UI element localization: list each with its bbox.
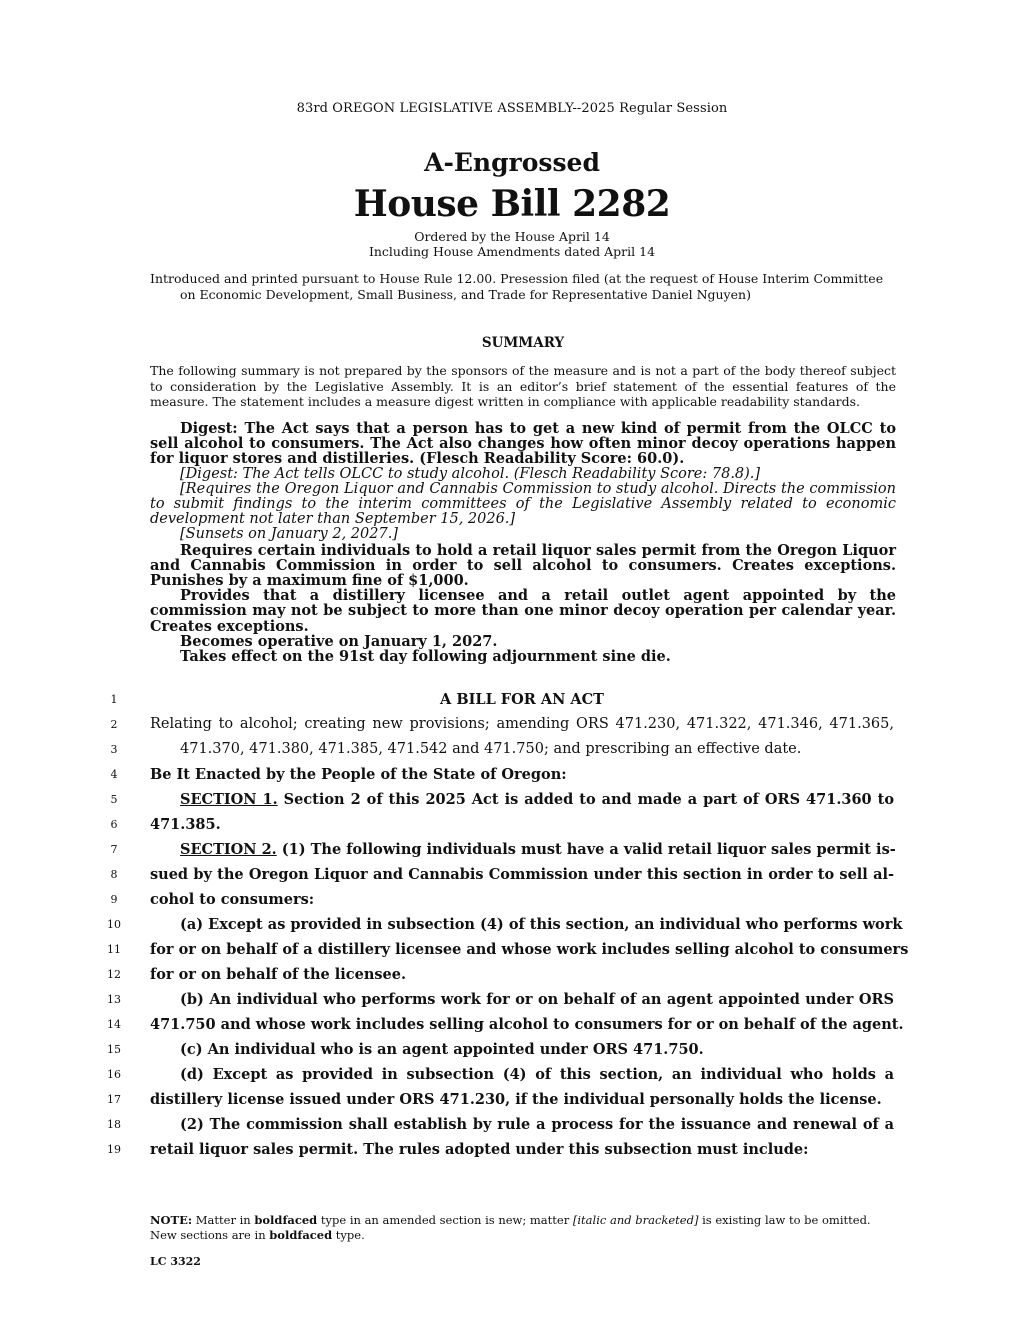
line-number: 5	[110, 793, 118, 806]
line-text: (c) An individual who is an agent appointed under ORS 471.750.	[180, 1041, 704, 1058]
note-bold: boldfaced	[269, 1228, 333, 1242]
line-text: sued by the Oregon Liquor and Cannabis Commission under this section in order to sell al-	[150, 866, 894, 883]
intro-block	[150, 271, 896, 302]
bill-line	[0, 737, 1024, 762]
bill-line	[0, 1037, 1024, 1062]
line-number: 12	[107, 968, 121, 981]
ordered-line: Ordered by the House April 14	[414, 229, 610, 244]
line-number: 11	[107, 943, 121, 956]
section-2-label: SECTION 2.	[180, 841, 277, 858]
note-text: type in an amended section is new; matter	[317, 1213, 573, 1227]
engrossed-label: A-Engrossed	[424, 148, 600, 177]
session-header: 83rd OREGON LEGISLATIVE ASSEMBLY--2025 Regular Session	[296, 101, 728, 116]
section-2-text: (1) The following individuals must have a valid retail liquor sales permit is-	[276, 841, 896, 858]
digest-block	[150, 421, 896, 664]
summary-heading: SUMMARY	[481, 335, 565, 351]
section-1-text: Section 2 of this 2025 Act is added to and made a part of ORS 471.360 to	[277, 791, 894, 808]
bill-line	[0, 862, 1024, 887]
bill-title: House Bill 2282	[353, 183, 671, 225]
line-text	[150, 837, 894, 862]
bill-line	[0, 937, 1024, 962]
bill-line	[0, 1137, 1024, 1162]
note-label: NOTE:	[150, 1213, 193, 1227]
note-text: Matter in	[192, 1213, 255, 1227]
permit-summary-paragraph: Requires certain individuals to hold a retail liquor sales permit from the Oregon Liquor and Cannabis Commission in order to sell alcohol to consumers. Creates exceptions. Punishes by a maximum fine of $1,000.	[150, 541, 896, 590]
line-text: 471.385.	[150, 816, 221, 833]
bill-line	[0, 1012, 1024, 1037]
line-number: 18	[107, 1118, 121, 1131]
deleted-sunset-paragraph: [Sunsets on January 2, 2027.]	[180, 526, 398, 543]
note-line-1	[150, 1213, 896, 1228]
bill-line	[0, 837, 1024, 862]
note-line-2	[150, 1228, 896, 1243]
lc-number: LC 3322	[150, 1255, 201, 1268]
bill-line	[0, 1112, 1024, 1137]
line-text: (d) Except as provided in subsection (4) of this section, an individual who holds a	[180, 1066, 894, 1083]
line-number: 3	[110, 743, 118, 756]
line-number: 8	[110, 868, 118, 881]
bill-line	[0, 787, 1024, 812]
operative-date-paragraph: Becomes operative on January 1, 2027.	[180, 632, 498, 650]
bill-line	[0, 887, 1024, 912]
note-bold: boldfaced	[254, 1213, 318, 1227]
line-text: for or on behalf of a distillery licensee and whose work includes selling alcohol to consumers	[150, 941, 909, 958]
line-number: 6	[110, 818, 118, 831]
intro-line-1: Introduced and printed pursuant to House Rule 12.00. Presession filed (at the request of House Interim Committee	[150, 271, 884, 286]
line-text: (2) The commission shall establish by rule a process for the issuance and renewal of a	[180, 1116, 894, 1133]
bill-line	[0, 962, 1024, 987]
bill-line	[0, 912, 1024, 937]
bill-line	[0, 712, 1024, 737]
decoy-summary-paragraph: Provides that a distillery licensee and a retail outlet agent appointed by the commission may not be subject to more than one minor decoy operation per calendar year. Creates exceptions.	[150, 587, 896, 635]
line-number: 7	[110, 843, 118, 856]
line-number: 16	[107, 1068, 121, 1081]
ordered-block	[0, 229, 1024, 259]
effective-date-paragraph: Takes effect on the 91st day following adjournment sine die.	[180, 648, 671, 666]
line-number: 4	[110, 768, 118, 781]
line-text: retail liquor sales permit. The rules adopted under this subsection must include:	[150, 1141, 809, 1158]
note-italic: [italic and bracketed]	[572, 1213, 699, 1227]
bill-line	[0, 1062, 1024, 1087]
bill-heading: A BILL FOR AN ACT	[440, 691, 604, 708]
digest-paragraph: Digest: The Act says that a person has to get a new kind of permit from the OLCC to sell alcohol to consumers. The Act also changes how often minor decoy operations happen for liquor stores and distilleries. (Flesch Readability Score: 60.0).	[150, 420, 896, 468]
line-number: 14	[107, 1018, 121, 1031]
line-text: for or on behalf of the licensee.	[150, 966, 407, 983]
line-number: 10	[107, 918, 121, 931]
line-number: 1	[110, 693, 118, 706]
line-number: 9	[110, 893, 118, 906]
summary-text: The following summary is not prepared by the sponsors of the measure and is not a part of the body thereof subject to consideration by the Legislative Assembly. It is an editor’s brief statement of the essential features of the measure. The statement includes a measure digest written in compliance with applicable readability standards.	[150, 363, 896, 409]
bill-line	[0, 812, 1024, 837]
footer-note	[150, 1213, 896, 1243]
note-text: is existing law to be omitted.	[698, 1213, 871, 1227]
line-text: 471.370, 471.380, 471.385, 471.542 and 471.750; and prescribing an effective date.	[180, 741, 802, 757]
note-text: type.	[332, 1228, 365, 1242]
line-number: 13	[107, 993, 121, 1006]
line-text: Relating to alcohol; creating new provisions; amending ORS 471.230, 471.322, 471.346, 471.365,	[150, 716, 894, 732]
bill-line	[0, 1087, 1024, 1112]
bill-line	[0, 987, 1024, 1012]
bill-line	[0, 687, 1024, 712]
amendments-line: Including House Amendments dated April 14	[368, 244, 656, 259]
line-text: distillery license issued under ORS 471.230, if the individual personally holds the license.	[150, 1091, 882, 1108]
line-text: cohol to consumers:	[150, 891, 315, 908]
line-number: 17	[107, 1093, 121, 1106]
deleted-summary-paragraph: [Requires the Oregon Liquor and Cannabis Commission to study alcohol. Directs the commission to submit findings to the interim committees of the Legislative Assembly related to economic development not later than September 15, 2026.]	[150, 480, 896, 528]
old-digest-paragraph: [Digest: The Act tells OLCC to study alcohol. (Flesch Readability Score: 78.8).]	[180, 465, 761, 482]
line-text	[150, 787, 894, 812]
section-1-label: SECTION 1.	[180, 791, 278, 808]
bill-line	[0, 762, 1024, 787]
line-text: (a) Except as provided in subsection (4) of this section, an individual who performs work	[180, 916, 903, 933]
line-text: (b) An individual who performs work for or on behalf of an agent appointed under ORS	[180, 991, 894, 1008]
note-text: New sections are in	[150, 1228, 270, 1242]
enacting-clause: Be It Enacted by the People of the State of Oregon:	[150, 766, 567, 783]
line-text: 471.750 and whose work includes selling alcohol to consumers for or on behalf of the agent.	[150, 1016, 904, 1033]
line-number: 15	[107, 1043, 121, 1056]
line-number: 19	[107, 1143, 121, 1156]
line-number: 2	[110, 718, 118, 731]
intro-line-2: on Economic Development, Small Business, and Trade for Representative Daniel Nguyen)	[180, 286, 751, 302]
